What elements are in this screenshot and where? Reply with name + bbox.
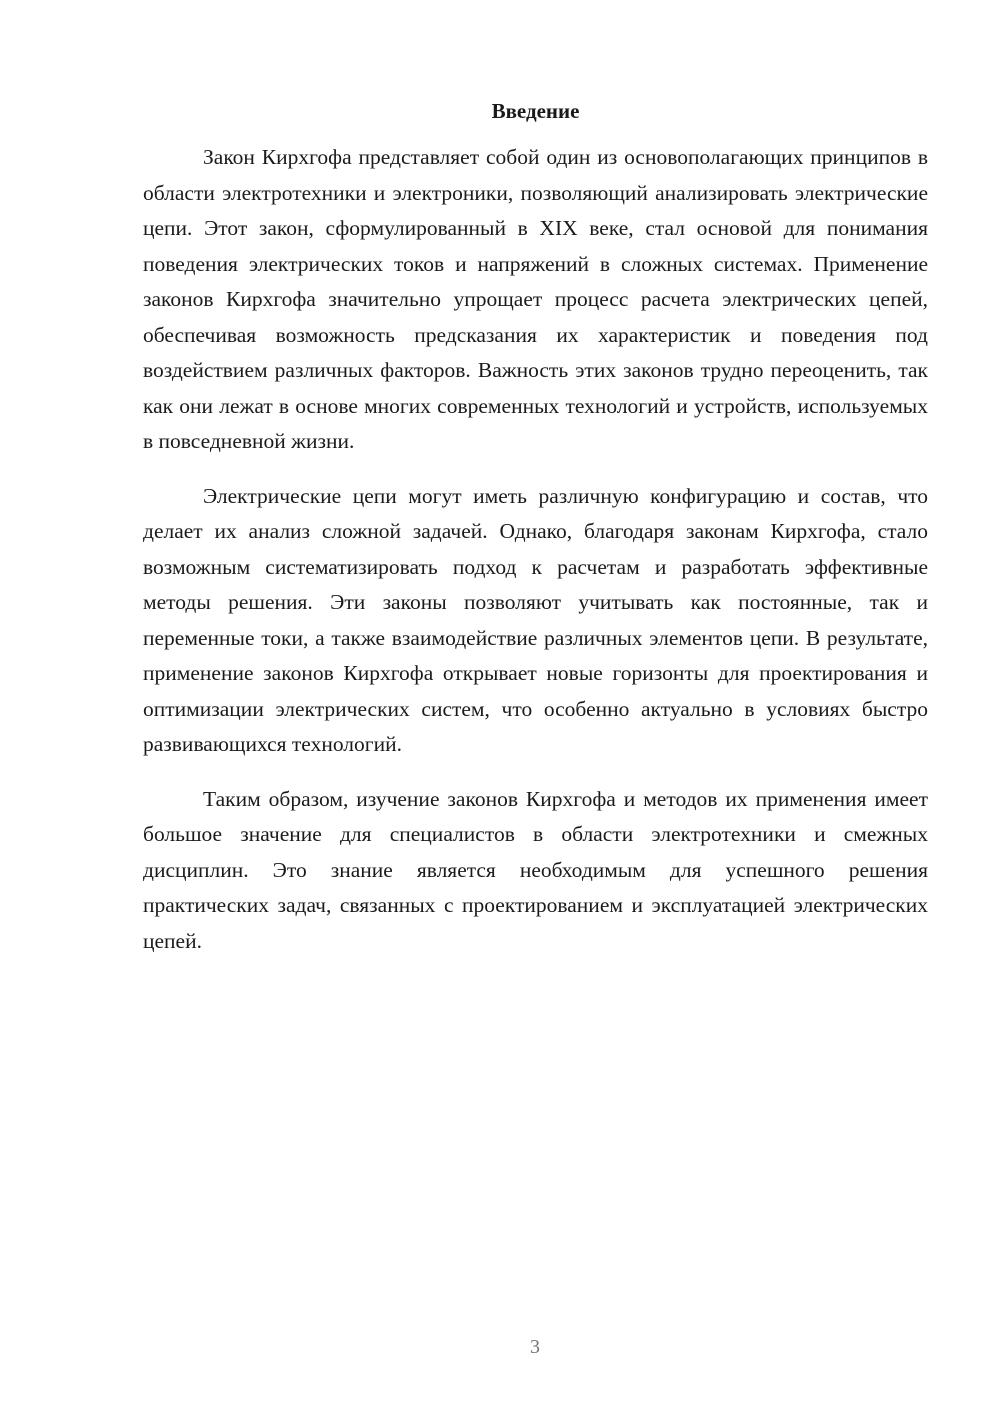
paragraph-2: Электрические цепи могут иметь различную конфигурацию и состав, что делает их анализ сложной задачей. Однако, благодаря законам Кирхгофа, стало возможным систематизировать подход к расчетам и разработать эффективные методы решения. Эти законы позволяют учитывать как постоянные, так и переменные токи, а также взаимодействие различных элементов цепи. В результате, применение законов Кирхгофа открывает новые горизонты для проектирования и оптимизации электрических систем, что особенно актуально в условиях быстро развивающихся технологий. [143,483,928,756]
paragraph-3: Таким образом, изучение законов Кирхгофа и методов их применения имеет большое значение для специалистов в области электротехники и смежных дисциплин. Это знание является необходимым для успешного решения практических задач, связанных с проектированием и эксплуатацией электрических цепей. [143,786,928,953]
paragraph-1: Закон Кирхгофа представляет собой один из основополагающих принципов в области электротехники и электроники, позволяющий анализировать электрические цепи. Этот закон, сформулированный в XIX веке, стал основой для понимания поведения электрических токов и напряжений в сложных системах. Применение законов Кирхгофа значительно упрощает процесс расчета электрических цепей, обеспечивая возможность предсказания их характеристик и поведения под воздействием различных факторов. Важность этих законов трудно переоценить, так как они лежат в основе многих современных технологий и устройств, используемых в повседневной жизни. [143,145,928,453]
page-number: 3 [530,1336,540,1358]
section-title: Введение [491,99,580,123]
page-content [143,96,928,978]
